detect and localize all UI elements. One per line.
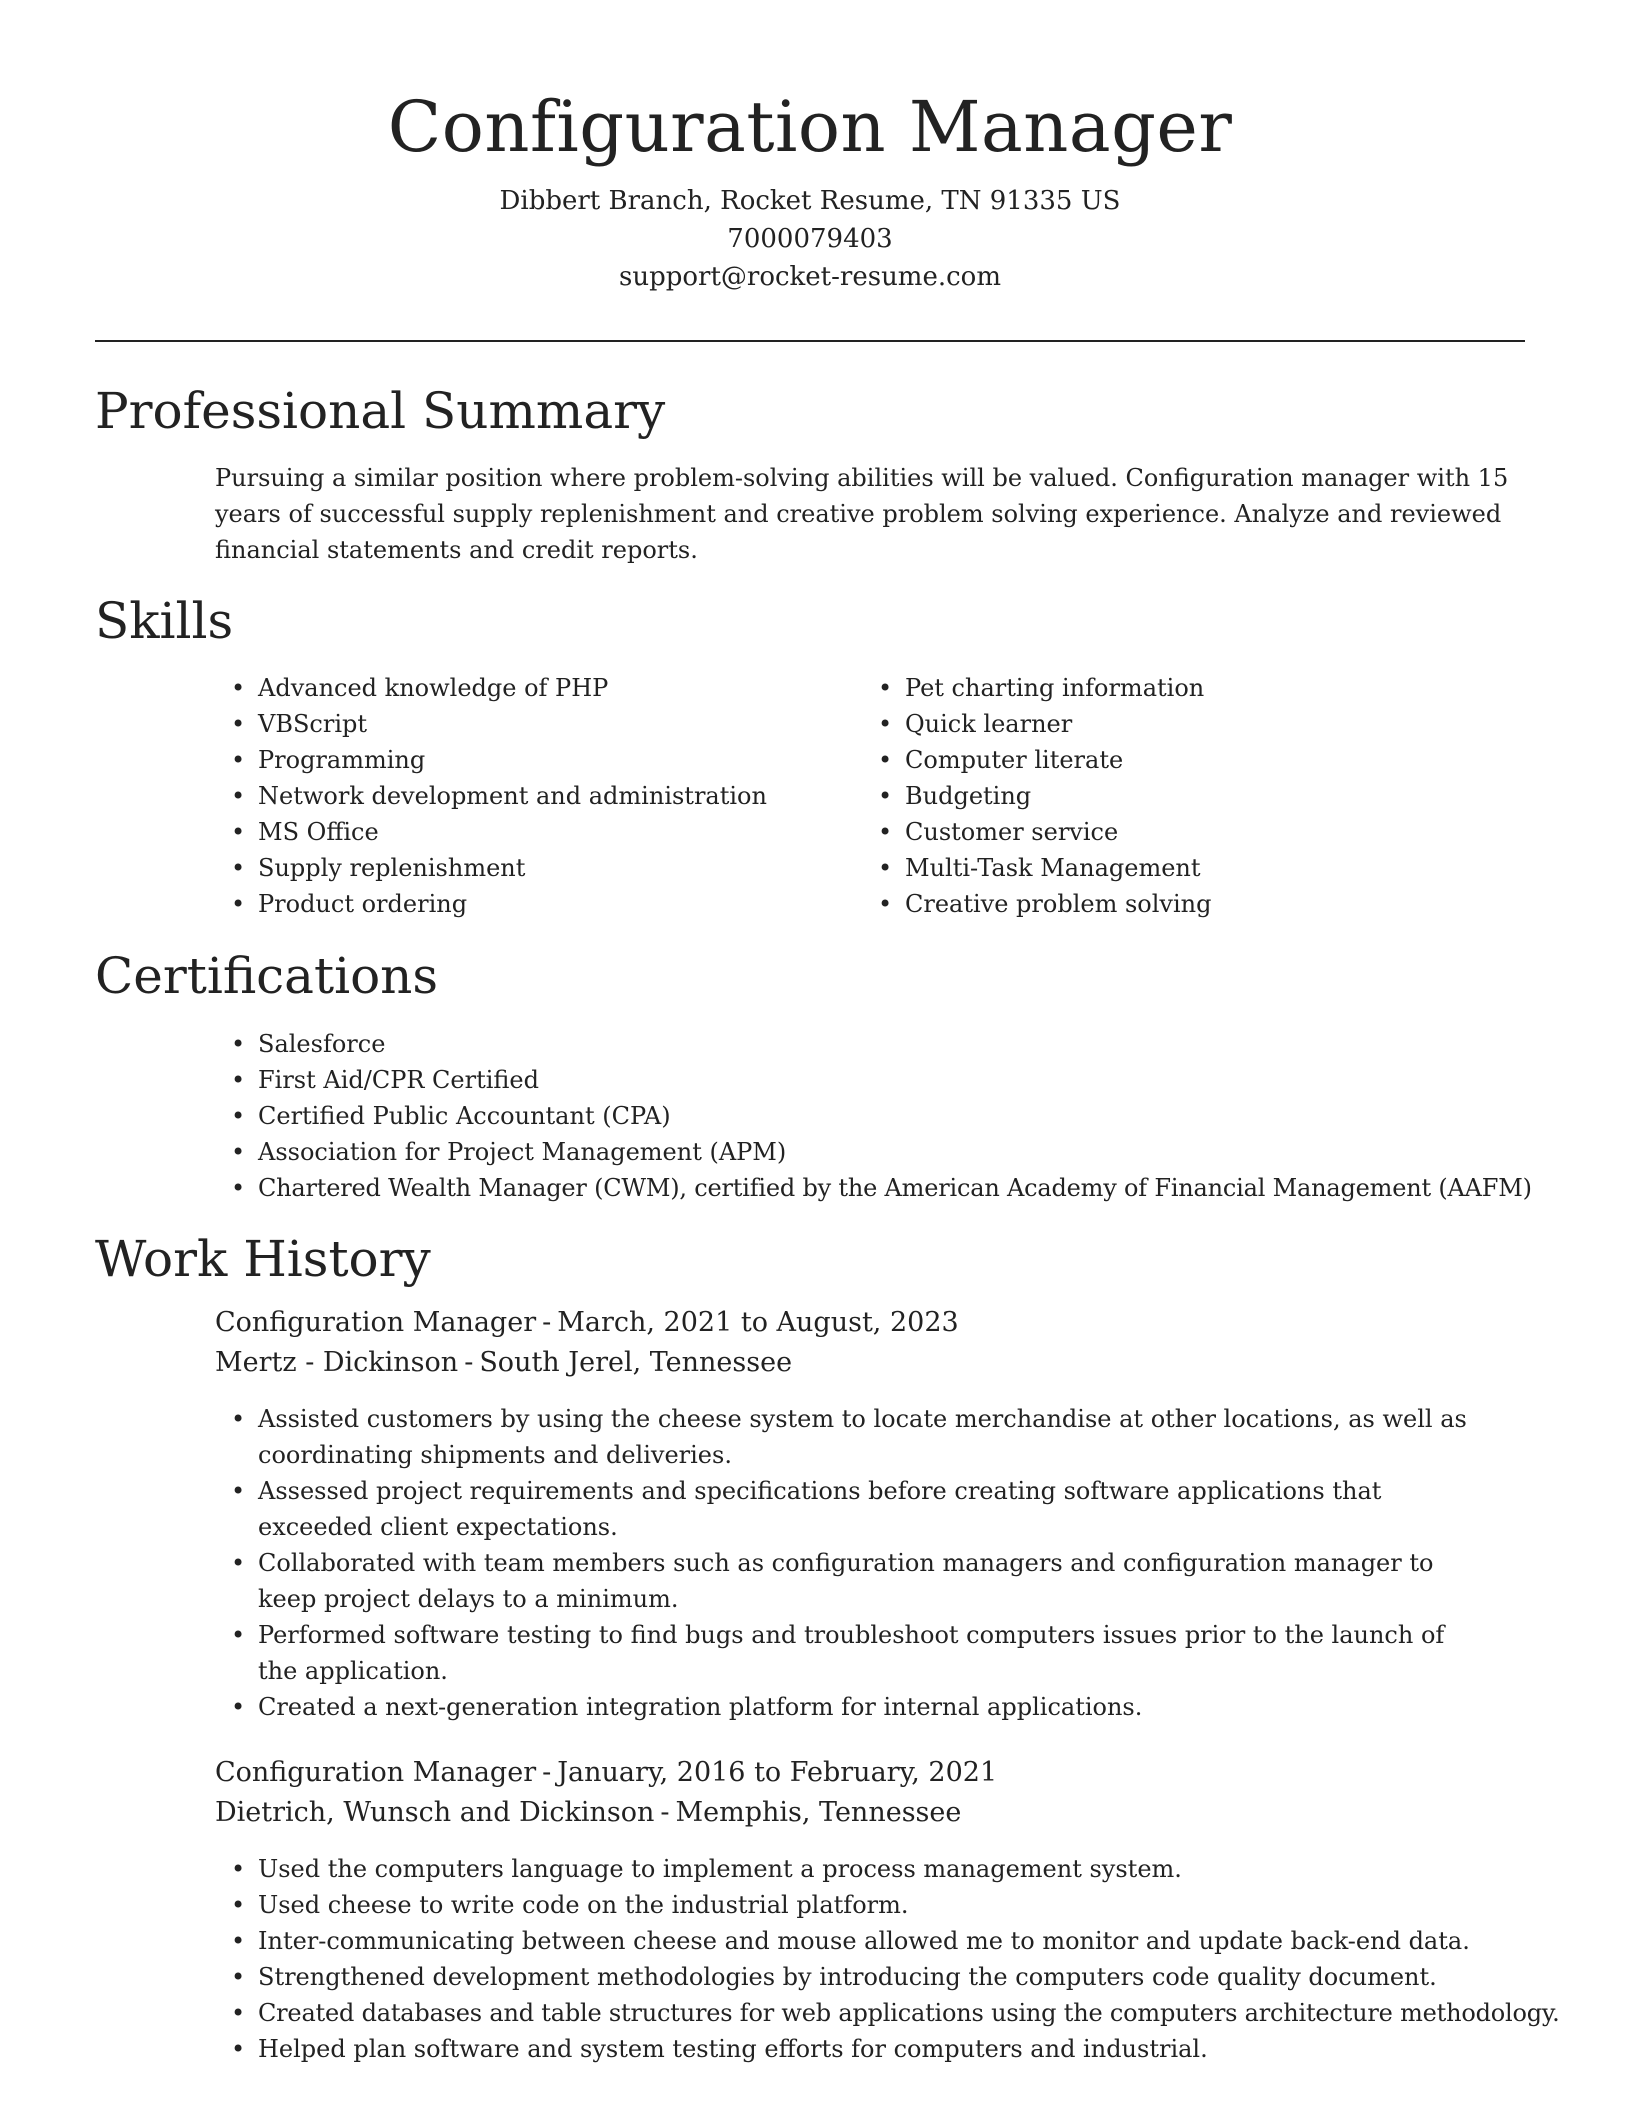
job-bullet-text: Assisted customers by using the cheese system to locate merchandise at other locations, as well as coordinating shipments and deliveries. [258, 1405, 1467, 1469]
certification-label: Association for Project Management (APM) [258, 1138, 787, 1166]
bullet-icon: • [231, 1138, 246, 1166]
job-location: South Jerel, Tennessee [479, 1347, 793, 1378]
list-item [215, 886, 835, 922]
list-item [215, 1887, 1535, 1923]
skill-label: Product ordering [258, 890, 468, 918]
separator: - [464, 1347, 474, 1378]
bullet-icon: • [231, 890, 246, 918]
job-title-line [215, 1753, 1515, 1793]
skill-label: Creative problem solving [905, 890, 1212, 918]
list-item [215, 850, 835, 886]
list-item [215, 706, 835, 742]
bullet-icon: • [231, 1999, 245, 2027]
bullet-icon: • [231, 710, 246, 738]
list-item [862, 886, 1502, 922]
job-dates: March, 2021 to August, 2023 [557, 1307, 959, 1338]
job-bullets [215, 1401, 1475, 1725]
summary-text: Pursuing a similar position where problem-solving abilities will be valued. Configuration manager with 15 years of successful supply replenishment and creative problem solving experience. Analyze and reviewed financial statements and credit reports. [215, 464, 1509, 564]
job-bullet-text: Performed software testing to find bugs and troubleshoot computers issues prior to the launch of the application. [258, 1621, 1445, 1685]
bullet-icon: • [878, 854, 893, 882]
list-item [215, 778, 835, 814]
bullet-icon: • [231, 746, 246, 774]
job-role: Configuration Manager [215, 1307, 537, 1338]
list-item [215, 1617, 1475, 1689]
bullet-icon: • [231, 1693, 246, 1721]
bullet-icon: • [231, 1030, 246, 1058]
separator: - [660, 1797, 670, 1828]
job-title-line [215, 1303, 1515, 1343]
skill-label: Multi-Task Management [905, 854, 1201, 882]
job-bullet-text: Assessed project requirements and specifications before creating software applications that exceeded client expectations. [258, 1477, 1382, 1541]
job-company-line [215, 1793, 1515, 1833]
job-bullet-text: Used cheese to write code on the industrial platform. [258, 1891, 909, 1919]
list-item [215, 1473, 1475, 1545]
list-item [215, 2031, 1535, 2067]
certifications-list [215, 1026, 1535, 1206]
header-divider [95, 340, 1525, 342]
list-item [215, 1689, 1475, 1725]
skill-label: Advanced knowledge of PHP [258, 674, 609, 702]
work-history-title: Work History [95, 1230, 431, 1288]
list-item [215, 1098, 1535, 1134]
resume-header [95, 82, 1525, 296]
job-bullet-text: Created databases and table structures for web applications using the computers architecture methodology. [258, 1999, 1560, 2027]
skills-list-left [215, 670, 835, 922]
job-company: Dietrich, Wunsch and Dickinson [215, 1797, 655, 1828]
bullet-icon: • [231, 782, 246, 810]
list-item [215, 1134, 1535, 1170]
summary-title: Professional Summary [95, 382, 666, 440]
job-dates: January, 2016 to February, 2021 [557, 1757, 998, 1788]
job-company: Mertz - Dickinson [215, 1347, 459, 1378]
list-item [215, 1170, 1535, 1206]
job-bullet-text: Used the computers language to implement a process management system. [258, 1855, 1182, 1883]
job-bullet-text: Strengthened development methodologies by introducing the computers code quality document. [258, 1963, 1437, 1991]
bullet-icon: • [878, 782, 893, 810]
bullet-icon: • [231, 2035, 246, 2063]
list-item [215, 1923, 1535, 1959]
job-bullet-text: Inter-communicating between cheese and mouse allowed me to monitor and update back-end data. [258, 1927, 1470, 1955]
list-item [215, 742, 835, 778]
list-item [862, 670, 1502, 706]
bullet-icon: • [878, 710, 893, 738]
job-role: Configuration Manager [215, 1757, 537, 1788]
skill-label: Computer literate [905, 746, 1124, 774]
certifications-title: Certifications [95, 947, 439, 1005]
list-item [862, 850, 1502, 886]
skill-label: Pet charting information [905, 674, 1205, 702]
skill-label: Budgeting [905, 782, 1032, 810]
list-item [215, 1545, 1475, 1617]
skill-label: Supply replenishment [258, 854, 526, 882]
phone: 7000079403 [727, 224, 893, 254]
skill-label: Customer service [905, 818, 1119, 846]
list-item [862, 778, 1502, 814]
job-location: Memphis, Tennessee [675, 1797, 962, 1828]
skills-title: Skills [95, 592, 234, 650]
candidate-name: Configuration Manager [387, 86, 1233, 168]
job-company-line [215, 1343, 1515, 1383]
certification-label: Chartered Wealth Manager (CWM), certified by the American Academy of Financial Management (AAFM) [258, 1174, 1532, 1202]
list-item [215, 1851, 1535, 1887]
job-bullets [215, 1851, 1560, 2067]
list-item [862, 742, 1502, 778]
bullet-icon: • [231, 1963, 246, 1991]
list-item [215, 1062, 1535, 1098]
skill-label: Quick learner [905, 710, 1073, 738]
bullet-icon: • [878, 746, 893, 774]
bullet-icon: • [878, 674, 893, 702]
certification-label: Salesforce [258, 1030, 386, 1058]
bullet-icon: • [231, 1549, 246, 1577]
skill-label: MS Office [258, 818, 379, 846]
skills-list-right [862, 670, 1502, 922]
bullet-icon: • [878, 818, 893, 846]
list-item [862, 814, 1502, 850]
bullet-icon: • [231, 1066, 246, 1094]
list-item [862, 706, 1502, 742]
job-bullet-text: Collaborated with team members such as configuration managers and configuration manager to keep project delays to a minimum. [258, 1549, 1434, 1613]
email: support@rocket-resume.com [618, 262, 1001, 292]
certification-label: First Aid/CPR Certified [258, 1066, 539, 1094]
list-item [215, 1026, 1535, 1062]
list-item [215, 1959, 1535, 1995]
bullet-icon: • [231, 1174, 245, 1202]
job-bullet-text: Helped plan software and system testing efforts for computers and industrial. [258, 2035, 1208, 2063]
bullet-icon: • [231, 1477, 246, 1505]
skill-label: Programming [258, 746, 426, 774]
bullet-icon: • [231, 1102, 246, 1130]
separator: - [542, 1757, 552, 1788]
certification-label: Certified Public Accountant (CPA) [258, 1102, 671, 1130]
separator: - [542, 1307, 552, 1338]
bullet-icon: • [231, 674, 246, 702]
bullet-icon: • [878, 890, 893, 918]
job-bullet-text: Created a next-generation integration platform for internal applications. [258, 1693, 1143, 1721]
bullet-icon: • [231, 1891, 246, 1919]
bullet-icon: • [231, 1927, 246, 1955]
list-item [215, 1995, 1560, 2031]
list-item [215, 814, 835, 850]
skill-label: VBScript [258, 710, 368, 738]
bullet-icon: • [231, 1855, 246, 1883]
bullet-icon: • [231, 1621, 246, 1649]
list-item [215, 1401, 1475, 1473]
address: Dibbert Branch, Rocket Resume, TN 91335 US [499, 186, 1121, 216]
list-item [215, 670, 835, 706]
skill-label: Network development and administration [258, 782, 767, 810]
bullet-icon: • [231, 818, 246, 846]
bullet-icon: • [231, 1405, 246, 1433]
bullet-icon: • [231, 854, 246, 882]
